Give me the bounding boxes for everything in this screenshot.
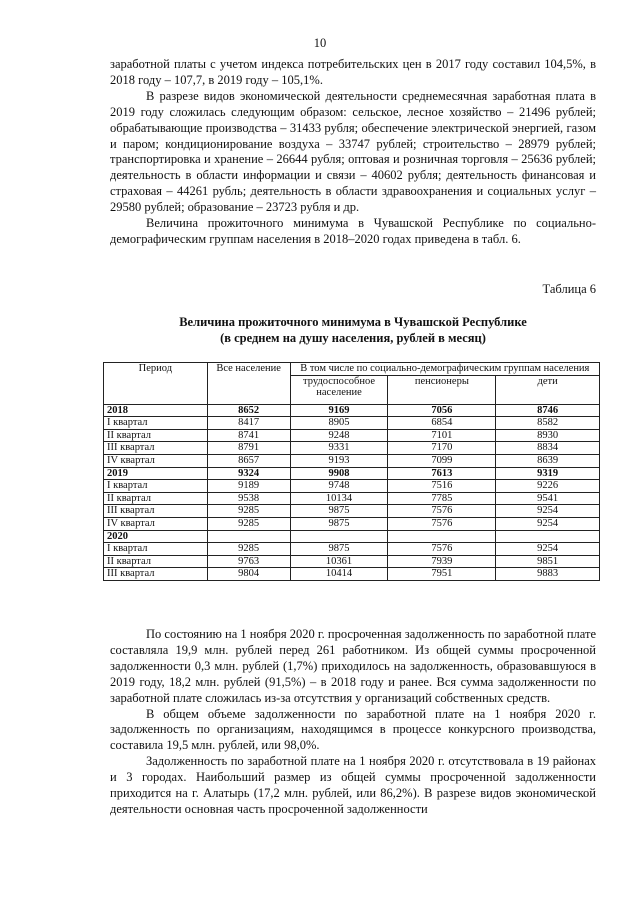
table-row: [104, 555, 600, 568]
cell-children: 9319: [496, 467, 600, 480]
cell-all: 8417: [207, 417, 290, 430]
table-body: [104, 404, 600, 580]
table-row: [104, 442, 600, 455]
header-all-population: Все население: [207, 363, 290, 405]
cell-all: 9804: [207, 568, 290, 581]
header-children: дети: [496, 375, 600, 404]
cell-children: 8930: [496, 429, 600, 442]
cell-pensioners: 7170: [388, 442, 496, 455]
cell-working: 8905: [290, 417, 388, 430]
cell-pensioners: 7576: [388, 505, 496, 518]
cell-pensioners: 7939: [388, 555, 496, 568]
cell-period: III квартал: [104, 442, 208, 455]
header-working-age: трудоспособное население: [290, 375, 388, 404]
header-pensioners: пенсионеры: [388, 375, 496, 404]
cell-children: 8746: [496, 404, 600, 417]
cell-pensioners: 7576: [388, 543, 496, 556]
header-groups: В том числе по социально-демографическим группам населения: [290, 363, 599, 376]
table-row: [104, 404, 600, 417]
cell-pensioners: 7613: [388, 467, 496, 480]
cell-all: 9285: [207, 543, 290, 556]
cell-all: 9189: [207, 480, 290, 493]
cell-period: 2020: [104, 530, 208, 543]
body-text-bottom: [110, 627, 596, 818]
cell-all: 9285: [207, 505, 290, 518]
cell-pensioners: 7785: [388, 492, 496, 505]
cell-all: 8657: [207, 454, 290, 467]
cell-all: 9285: [207, 517, 290, 530]
cell-period: II квартал: [104, 555, 208, 568]
cell-period: I квартал: [104, 480, 208, 493]
cell-working: 9908: [290, 467, 388, 480]
cell-period: 2018: [104, 404, 208, 417]
cell-working: 9875: [290, 505, 388, 518]
table-row: [104, 467, 600, 480]
cell-pensioners: 6854: [388, 417, 496, 430]
table-row: [104, 543, 600, 556]
cell-working: [290, 530, 388, 543]
cell-all: 9324: [207, 467, 290, 480]
cell-all: 8791: [207, 442, 290, 455]
paragraph: По состоянию на 1 ноября 2020 г. просроченная задолженность по заработной плате составляла 19,9 млн. рублей перед 261 работником. Из общей суммы просроченной задолженности 0,3 млн. рублей (1,7%) приходилось на задолженность, образовавшуюся в 2019 году, 18,2 млн. рублей (91,5%) – в 2018 году и ранее. Вся сумма задолженности по заработной плате сложилась из-за отсутствия у организаций собственных средств.: [110, 627, 596, 705]
cell-children: 9254: [496, 517, 600, 530]
cell-working: 9875: [290, 517, 388, 530]
paragraph: Величина прожиточного минимума в Чувашской Республике по социально-демографическим группам населения в 2018–2020 годах приведена в табл. 6.: [110, 216, 596, 246]
cell-pensioners: 7101: [388, 429, 496, 442]
cell-children: [496, 530, 600, 543]
cell-all: 8741: [207, 429, 290, 442]
cell-children: 9541: [496, 492, 600, 505]
cell-period: 2019: [104, 467, 208, 480]
table-row: [104, 517, 600, 530]
body-text-top: [110, 57, 596, 248]
cell-working: 9169: [290, 404, 388, 417]
cell-working: 9248: [290, 429, 388, 442]
cell-children: 9851: [496, 555, 600, 568]
table-row: [104, 429, 600, 442]
cell-period: IV квартал: [104, 517, 208, 530]
cell-working: 9193: [290, 454, 388, 467]
cell-all: 9763: [207, 555, 290, 568]
table-row: [104, 530, 600, 543]
cell-pensioners: 7099: [388, 454, 496, 467]
cell-period: I квартал: [104, 417, 208, 430]
cell-period: III квартал: [104, 505, 208, 518]
cell-period: III квартал: [104, 568, 208, 581]
paragraph: заработной платы с учетом индекса потребительских цен в 2017 году составил 104,5%, в 2018 году – 107,7, в 2019 году – 105,1%.: [110, 57, 596, 87]
cell-working: 9748: [290, 480, 388, 493]
cell-all: 9538: [207, 492, 290, 505]
cell-all: 8652: [207, 404, 290, 417]
table-row: [104, 492, 600, 505]
cell-period: I квартал: [104, 543, 208, 556]
table-label: Таблица 6: [542, 282, 596, 296]
cell-working: 9331: [290, 442, 388, 455]
cell-pensioners: [388, 530, 496, 543]
paragraph: Задолженность по заработной плате на 1 ноября 2020 г. отсутствовала в 19 районах и 3 городах. Наибольший размер из общей суммы просроченной задолженности приходится на г. Алатырь (17,2 млн. рублей, или 86,2%). В разрезе видов экономической деятельности основная часть просроченной задолженности: [110, 754, 596, 816]
cell-working: 10134: [290, 492, 388, 505]
table-title-line1: Величина прожиточного минимума в Чувашской Республике: [179, 315, 527, 329]
table-row: [104, 568, 600, 581]
cell-children: 9883: [496, 568, 600, 581]
table-title: [110, 315, 596, 346]
cell-period: II квартал: [104, 492, 208, 505]
cell-working: 10414: [290, 568, 388, 581]
cell-pensioners: 7576: [388, 517, 496, 530]
cell-working: 10361: [290, 555, 388, 568]
cell-children: 8639: [496, 454, 600, 467]
subsistence-minimum-table: [103, 362, 600, 581]
table-row: [104, 454, 600, 467]
table-row: [104, 417, 600, 430]
table-row: [104, 480, 600, 493]
cell-period: II квартал: [104, 429, 208, 442]
cell-working: 9875: [290, 543, 388, 556]
page-number: 10: [313, 36, 327, 50]
cell-children: 8834: [496, 442, 600, 455]
header-period: Период: [104, 363, 208, 405]
cell-pensioners: 7951: [388, 568, 496, 581]
cell-children: 9226: [496, 480, 600, 493]
table-row: [104, 505, 600, 518]
paragraph: В разрезе видов экономической деятельности среднемесячная заработная плата в 2019 году сложилась следующим образом: сельское, лесное хозяйство – 21496 рублей; обрабатывающие производства – 31433 рубля; обеспечение электрической энергией, газом и паром; кондиционирование воздуха – 33747 рублей; строительство – 28979 рублей; транспортировка и хранение – 26644 рубля; оптовая и розничная торговля – 25636 рублей; деятельность в области информации и связи – 40602 рубля; деятельность финансовая и страховая – 44261 рубль; деятельность в области здравоохранения и социальных услуг – 29580 рублей; образование – 23723 рубля и др.: [110, 88, 596, 215]
cell-children: 8582: [496, 417, 600, 430]
table-title-line2: (в среднем на душу населения, рублей в месяц): [220, 330, 486, 345]
cell-period: IV квартал: [104, 454, 208, 467]
cell-pensioners: 7056: [388, 404, 496, 417]
cell-all: [207, 530, 290, 543]
cell-pensioners: 7516: [388, 480, 496, 493]
cell-children: 9254: [496, 543, 600, 556]
cell-children: 9254: [496, 505, 600, 518]
paragraph: В общем объеме задолженности по заработной плате на 1 ноября 2020 г. задолженность по организациям, находящимся в процессе конкурсного производства, составила 19,5 млн. рублей, или 98,0%.: [110, 706, 596, 753]
